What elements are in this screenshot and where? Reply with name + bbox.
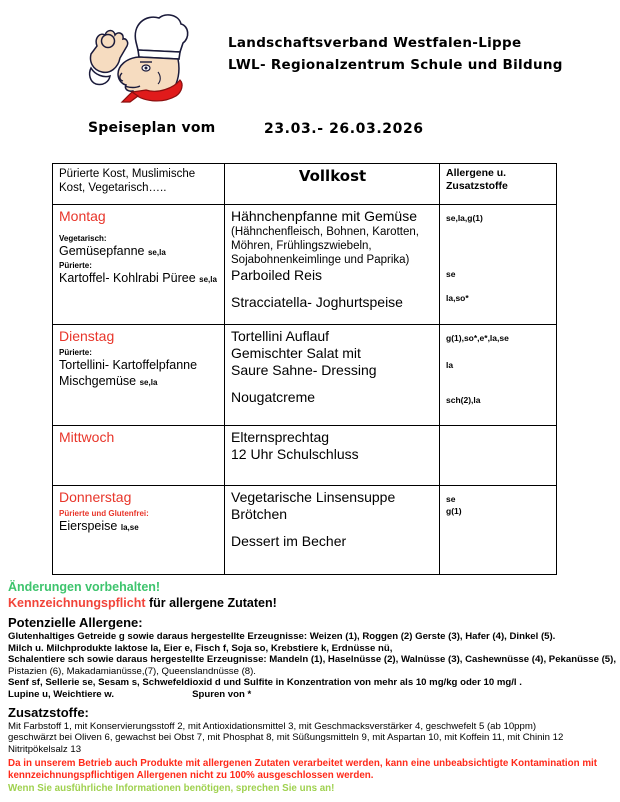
page-header [0, 0, 620, 112]
table-row [53, 325, 557, 426]
diet-cell-mittwoch [53, 426, 225, 486]
allergen-line: Schalentiere sch sowie daraus hergestellte Erzeugnisse: Mandeln (1), Haselnüsse (2), Walnüsse (3), Cashewnüsse (4), Pekanüsse (5), [8, 654, 616, 666]
diet-dish-name: Tortellini- Kartoffelpfanne [59, 358, 198, 372]
org-line-primary: Landschaftsverband Westfalen-Lippe [228, 35, 522, 51]
diet-sub-label: Pürierte und Glutenfrei: [59, 509, 149, 518]
main-dish-title: Elternsprechtag [231, 429, 330, 445]
diet-dish [59, 519, 219, 535]
potential-allergens-heading-text: Potenzielle Allergene [8, 615, 139, 630]
diet-dish-codes: se,la [199, 275, 217, 284]
diet-cell-montag [53, 205, 225, 325]
more-info-line: Wenn Sie ausführliche Informationen benötigen, sprechen Sie uns an! [8, 783, 335, 795]
main-dish-title: Tortellini Auflauf [231, 328, 330, 344]
diet-dish [59, 271, 219, 287]
diet-sub-label: Vegetarisch: [59, 234, 107, 243]
allergen-code: se [446, 494, 456, 504]
main-dish-title: Vegetarische Linsensuppe [231, 489, 396, 505]
diet-sub-label: Pürierte: [59, 261, 92, 270]
diet-dish [59, 358, 219, 374]
allergen-code: se [446, 269, 456, 279]
main-cell-dienstag [225, 325, 440, 426]
allergen-legend [8, 580, 616, 795]
allergen-code: la,so* [446, 293, 469, 303]
day-label: Mittwoch [59, 429, 115, 445]
labelling-notice [8, 595, 616, 611]
allergen-line: Senf sf, Sellerie se, Sesam s, Schwefeldioxid d und Sulfite in Konzentration von mehr als 10 mg/kg oder 10 mg/l . [8, 677, 522, 689]
main-dish-title: Parboiled Reis [231, 267, 323, 283]
diet-dish-codes: se,la [147, 248, 166, 257]
plan-date-range: 23.03.- 26.03.2026 [264, 121, 424, 137]
allergen-code: la [446, 360, 454, 370]
diet-dish-name: Kartoffel- Kohlrabi Püree [59, 271, 196, 285]
org-line-secondary: LWL- Regionalzentrum Schule und Bildung [228, 57, 563, 73]
diet-dish [59, 374, 219, 390]
additive-line: Nitritpökelsalz 13 [8, 743, 82, 755]
main-cell-donnerstag [225, 486, 440, 575]
diet-dish-name: Eierspeise [59, 519, 118, 533]
allergen-line: Glutenhaltiges Getreide g sowie daraus hergestellte Erzeugnisse: Weizen (1), Roggen (2) Gerste (3), Hafer (4), Dinkel (5). [8, 631, 556, 642]
diet-dish-codes: la,se [120, 523, 139, 532]
column-header-allergens-text: Allergene u. Zusatzstoffe [446, 167, 508, 192]
main-cell-mittwoch [225, 426, 440, 486]
additives-heading: Zusatzstoffe: [8, 704, 89, 720]
column-header-diet: Pürierte Kost, Muslimische Kost, Vegetarisch….. [53, 164, 225, 205]
table-row [53, 426, 557, 486]
column-header-main: Vollkost [225, 164, 440, 205]
allergen-cell-montag [440, 205, 557, 325]
table-header-row [53, 164, 557, 205]
main-dish-title: Nougatcreme [231, 389, 316, 405]
chef-with-ok-gesture-logo [62, 12, 190, 104]
main-dish-title: Saure Sahne- Dressing [231, 362, 377, 378]
contamination-warning-line: Da in unserem Betrieb auch Produkte mit allergenen Zutaten verarbeitet werden, kann eine unbeabsichtigte Kontamination mit [8, 758, 598, 770]
diet-cell-dienstag [53, 325, 225, 426]
organisation-titles [228, 32, 608, 76]
main-dish-title: Hähnchenpfanne mit Gemüse [231, 208, 417, 224]
plan-title-row [0, 120, 620, 150]
diet-sub-label: Pürierte: [59, 348, 92, 357]
allergen-line: Pistazien (6), Makadamianüsse,(7), Queenslandnüsse (8). [8, 665, 256, 677]
diet-dish-codes: se,la [139, 378, 158, 387]
main-dish-title: Gemischter Salat mit [231, 345, 361, 361]
table-row [53, 205, 557, 325]
allergen-cell-dienstag [440, 325, 557, 426]
allergen-code: g(1) [446, 506, 462, 516]
day-label: Montag [59, 208, 106, 224]
column-header-allergens [440, 164, 557, 205]
day-label: Dienstag [59, 328, 115, 344]
diet-dish [59, 244, 219, 260]
diet-dish-name: Mischgemüse [59, 374, 137, 388]
changes-notice: Änderungen vorbehalten! [8, 580, 161, 594]
main-dish-title: Stracciatella- Joghurtspeise [231, 294, 403, 310]
allergen-code: sch(2),la [446, 395, 481, 405]
allergen-code: g(1),so*,e*,la,se [446, 333, 509, 343]
menu-table [52, 163, 557, 575]
diet-dish-name: Gemüsepfanne [59, 244, 145, 258]
plan-label: Speiseplan vom [88, 120, 216, 136]
additive-line: geschwärzt bei Oliven 6, gewachst bei Obst 7, mit Phosphat 8, mit Süßungsmitteln 9, mit Aspartan 10, mit Koffein 11, mit Chinin 12 [8, 732, 564, 744]
main-cell-montag [225, 205, 440, 325]
main-dish-ingredients: (Hähnchenfleisch, Bohnen, Karotten, Möhren, Frühlingszwiebeln, Sojabohnenkeimlinge und Paprika) [231, 226, 419, 266]
lupine-traces-line [8, 689, 616, 701]
day-label: Donnerstag [59, 489, 132, 505]
table-row [53, 486, 557, 575]
main-dish-title: Dessert im Becher [231, 533, 347, 549]
labelling-notice-rest: für allergene Zutaten! [145, 596, 277, 610]
allergen-code: se,la,g(1) [446, 213, 483, 223]
main-dish-title: Brötchen [231, 506, 288, 522]
contamination-warning-line: kennzeichnungspflichtigen Allergenen nicht zu 100% ausgeschlossen werden. [8, 770, 374, 782]
allergen-cell-mittwoch [440, 426, 557, 486]
labelling-notice-highlight: Kennzeichnungspflicht [8, 596, 146, 610]
traces-line-text: Spuren von * [192, 688, 252, 700]
allergen-line: Milch u. Milchprodukte laktose la, Eier e, Fisch f, Soja so, Krebstiere k, Erdnüsse nü, [8, 642, 393, 654]
potential-allergens-heading [8, 614, 616, 631]
potential-allergens-heading-colon: : [138, 615, 143, 630]
diet-cell-donnerstag [53, 486, 225, 575]
main-dish-title: 12 Uhr Schulschluss [231, 446, 359, 462]
lupine-line-text: Lupine u, Weichtiere w. [8, 688, 115, 700]
additive-line: Mit Farbstoff 1, mit Konservierungsstoff 2, mit Antioxidationsmittel 3, mit Geschmacksverstärker 4, geschwefelt 5 (ab 10ppm) [8, 720, 537, 732]
allergen-cell-donnerstag [440, 486, 557, 575]
